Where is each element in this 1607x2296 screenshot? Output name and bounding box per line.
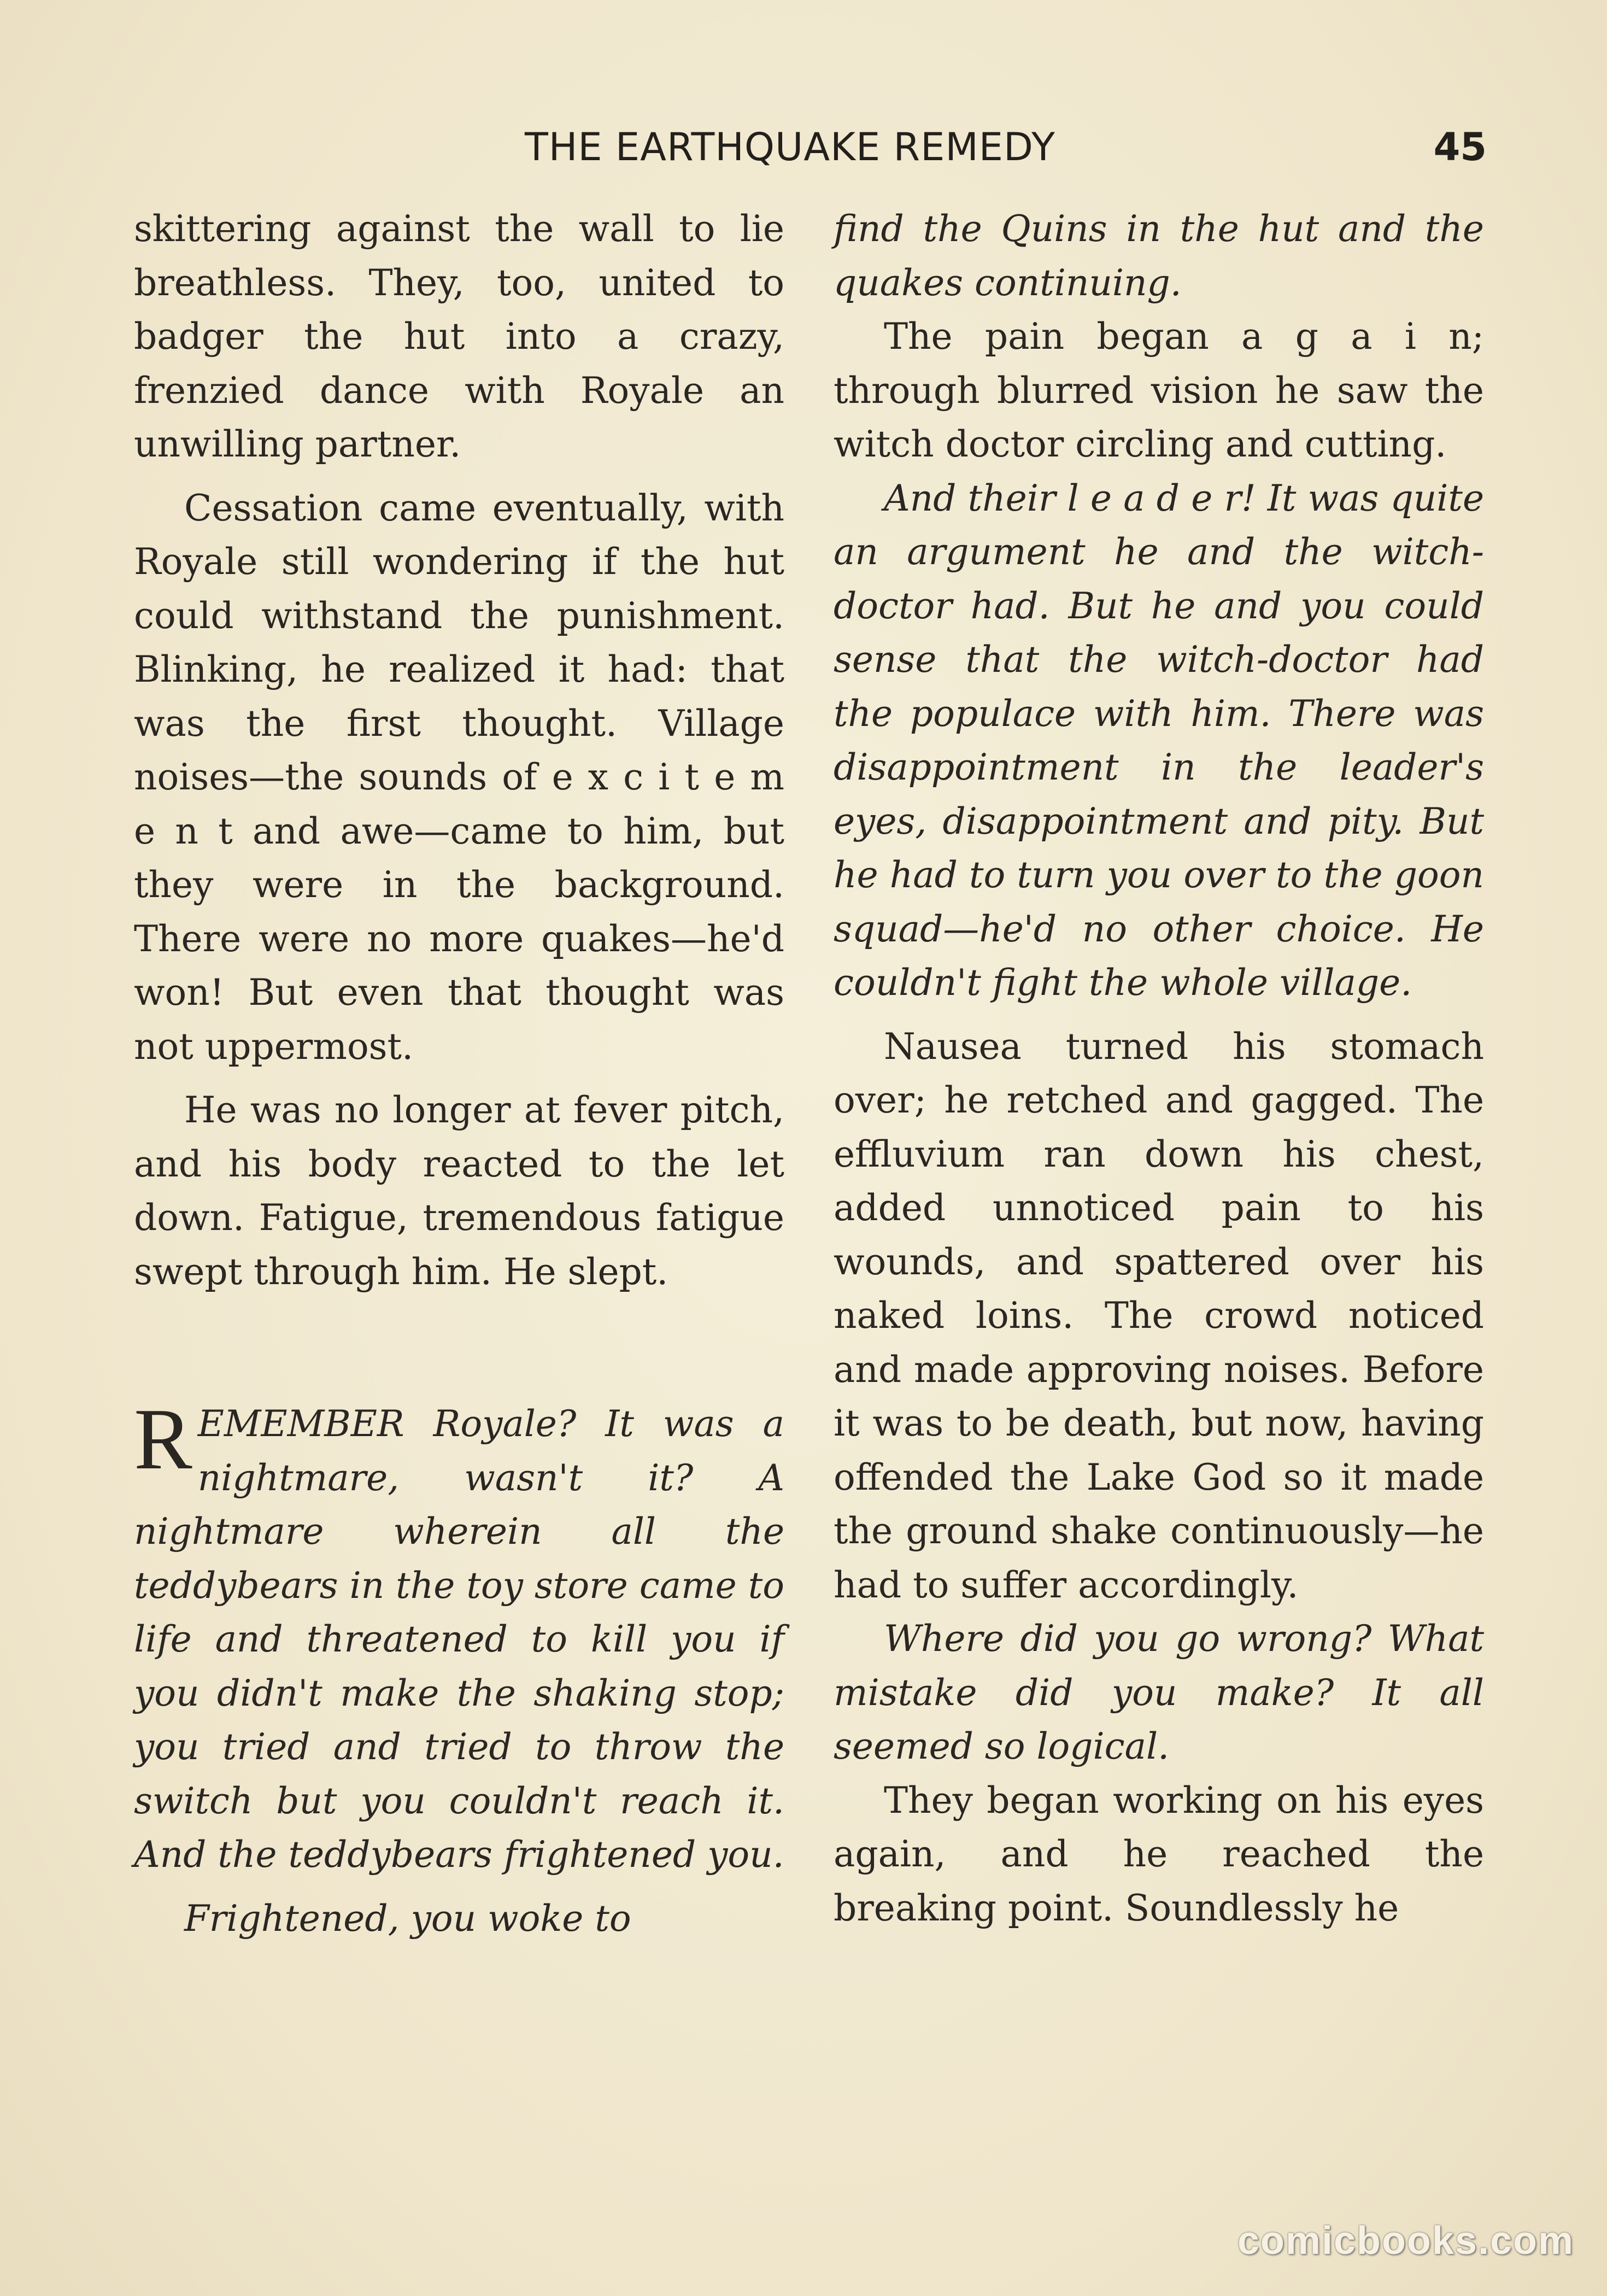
left-column: [134, 202, 784, 1946]
paragraph: Cessation came eventually, with Royale still wondering if the hut could withstand the punishment. Blinking, he realized it had: that was the first thought. Village noises—the sounds of e x c i t e m e n t and awe—came to him, but they were in the background. There were no more quakes—he'd won! But even that thought was not uppermost.: [134, 487, 784, 1068]
paragraph-text: EMEMBER Royale? It was a nightmare, wasn't it? A nightmare wherein all the teddybears in the toy store came to life and threatened to kill you if you didn't make the shaking stop; you tried and tried to throw the switch but you couldn't reach it. And the teddybears frightened you.: [134, 1403, 784, 1876]
page-number: 45: [1433, 125, 1487, 169]
right-column: [834, 202, 1484, 1935]
running-header: [131, 125, 1487, 185]
paragraph: skittering against the wall to lie breathless. They, too, united to badger the hut into a crazy, frenzied dance with Royale an unwilling partner.: [134, 208, 784, 465]
paragraph: find the Quins in the hut and the quakes continuing.: [834, 208, 1484, 304]
paragraph: Where did you go wrong? What mistake did you make? It all seemed so logical.: [834, 1618, 1484, 1767]
drop-cap: R: [134, 1390, 192, 1487]
paragraph: He was no longer at fever pitch, and his body reacted to the let down. Fatigue, tremendous fatigue swept through him. He slept.: [134, 1089, 784, 1293]
site-watermark: comicbooks.com: [1237, 2219, 1574, 2263]
paragraph: And their l e a d e r! It was quite an argument he and the witch-doctor had. But he and you could sense that the witch-doctor had the populace with him. There was disappointment in the leader's eyes, disappointment and pity. But he had to turn you over to the goon squad—he'd no other choice. He couldn't fight the whole village.: [834, 477, 1484, 1004]
paragraph: The pain began a g a i n; through blurred vision he saw the witch doctor circling and cutting.: [834, 315, 1484, 465]
dropcap-paragraph: [134, 1390, 784, 1882]
section-break: [134, 1299, 784, 1397]
running-title: THE EARTHQUAKE REMEDY: [525, 125, 1055, 169]
paragraph: Frightened, you woke to: [184, 1897, 631, 1940]
paragraph: They began working on his eyes again, and he reached the breaking point. Soundlessly he: [834, 1779, 1484, 1929]
paragraph: Nausea turned his stomach over; he retched and gagged. The effluvium ran down his chest, added unnoticed pain to his wounds, and spattered over his naked loins. The crowd noticed and made approving noises. Before it was to be death, but now, having offended the Lake God so it made the ground shake continuously—he had to suffer accordingly.: [834, 1025, 1484, 1606]
